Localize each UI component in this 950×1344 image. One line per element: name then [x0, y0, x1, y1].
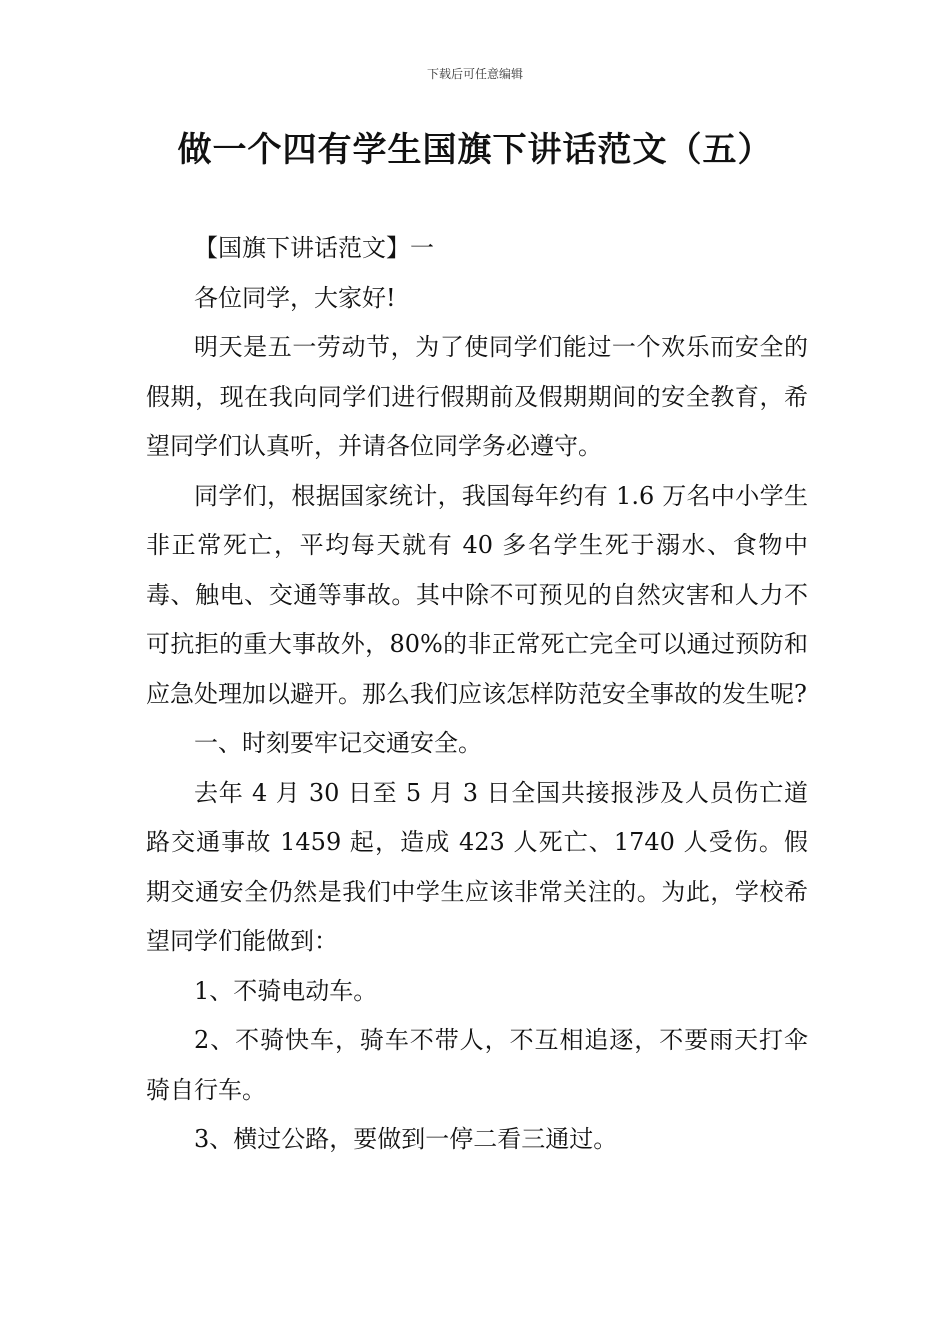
header-note: 下载后可任意编辑 [426, 67, 523, 81]
document-body [146, 224, 808, 1165]
paragraph-point-one: 一、时刻要牢记交通安全。 [194, 729, 482, 757]
paragraph-item-1: 1、不骑电动车。 [194, 976, 378, 1005]
paragraph-item-3: 3、横过公路，要做到一停二看三通过。 [194, 1125, 618, 1153]
paragraph-item-2: 2、不骑快车，骑车不带人，不互相追逐，不要雨天打伞骑自行车。 [146, 1026, 808, 1104]
document-title: 做一个四有学生国旗下讲话范文（五） [177, 130, 773, 170]
paragraph-intro: 明天是五一劳动节，为了使同学们能过一个欢乐而安全的假期，现在我向同学们进行假期前及假期期间的安全教育，希望同学们认真听，并请各位同学务必遵守。 [146, 333, 808, 460]
paragraph-section-heading: 【国旗下讲话范文】一 [194, 234, 434, 262]
paragraph-traffic-data: 去年 4 月 30 日至 5 月 3 日全国共接报涉及人员伤亡道路交通事故 1459 起，造成 423 人死亡、1740 人受伤。假期交通安全仍然是我们中学生应该非常关注的。为此，学校希望同学们能做到： [146, 778, 808, 955]
paragraph-statistics: 同学们，根据国家统计，我国每年约有 1.6 万名中小学生非正常死亡，平均每天就有 40 多名学生死于溺水、食物中毒、触电、交通等事故。其中除不可预见的自然灾害和人力不可抗拒的重大事故外，80%的非正常死亡完全可以通过预防和应急处理加以避开。那么我们应该怎样防范安全事故的发生呢? [146, 481, 808, 708]
paragraph-greeting: 各位同学，大家好! [194, 283, 396, 312]
